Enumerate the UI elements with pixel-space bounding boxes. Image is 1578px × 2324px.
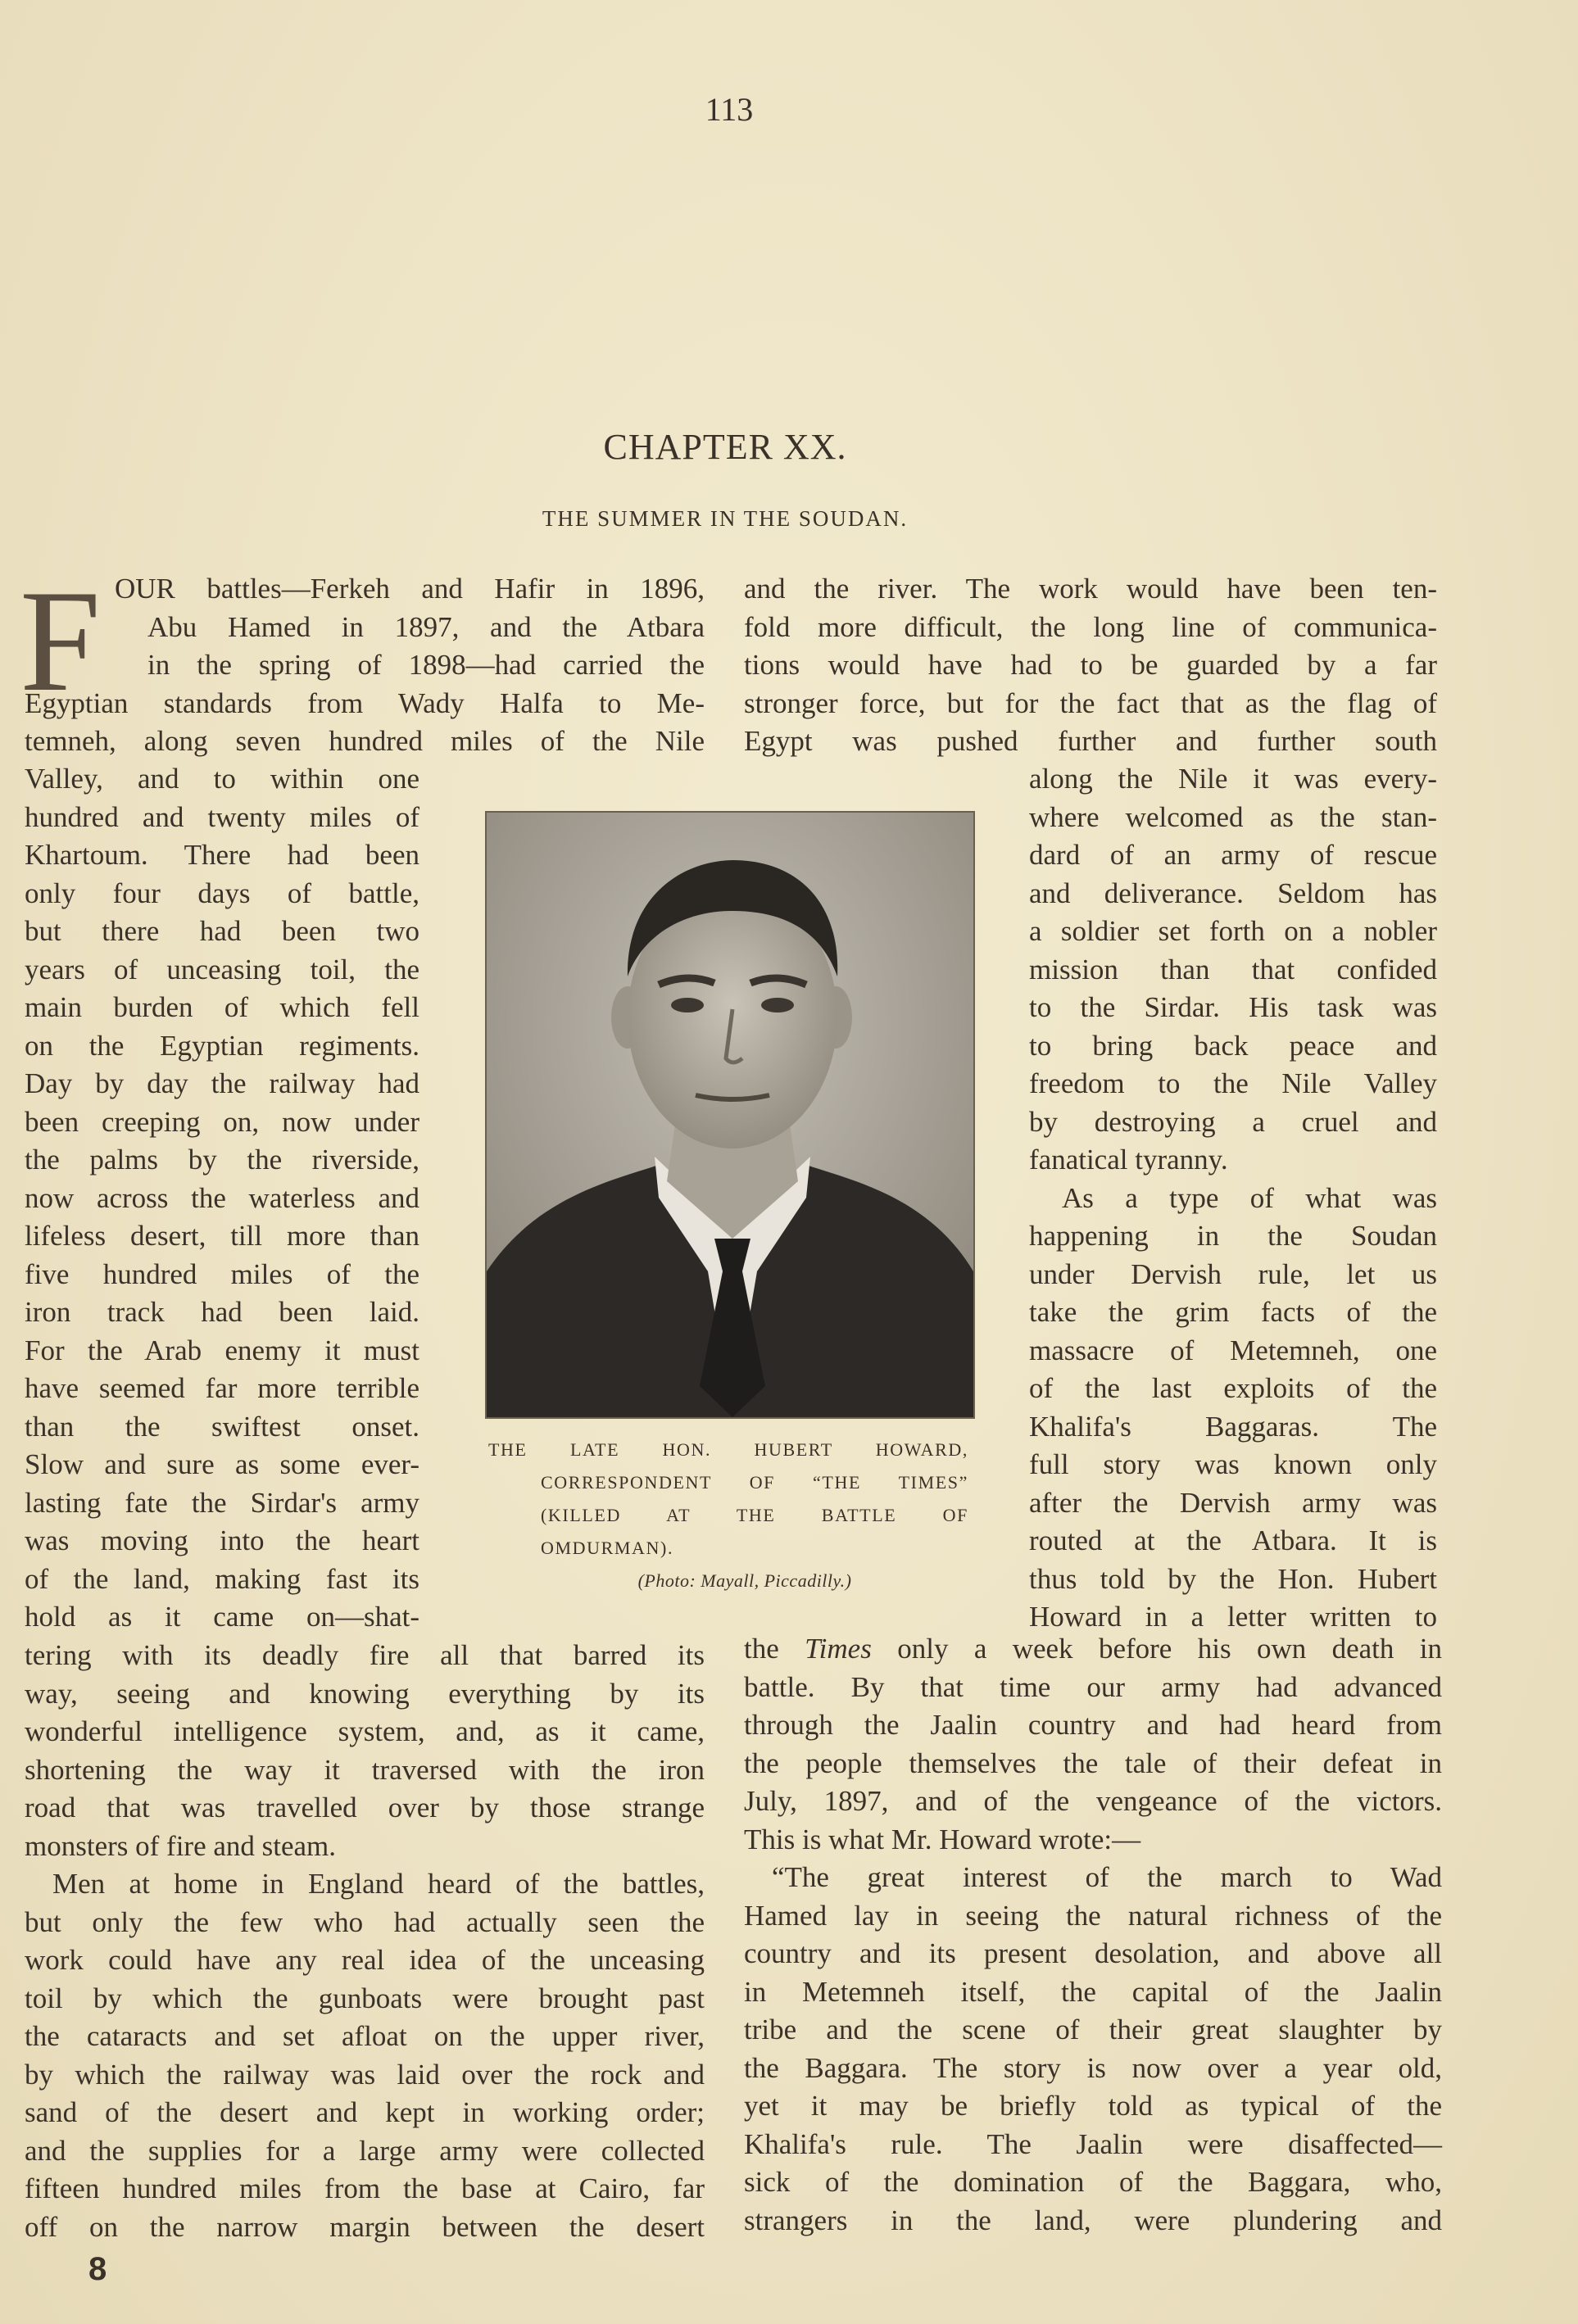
text-line: stronger force, but for the fact that as the flag of xyxy=(744,686,1437,719)
text-line: Abu Hamed in 1897, and the Atbara xyxy=(147,610,705,643)
text-line: This is what Mr. Howard wrote:— xyxy=(744,1823,1141,1855)
text-line: take the grim facts of the xyxy=(1029,1296,1437,1328)
text-line: hundred and twenty miles of xyxy=(25,800,419,833)
text-line: sand of the desert and kept in working order; xyxy=(25,2096,705,2128)
text-line: fold more difficult, the long line of communica- xyxy=(744,610,1437,643)
text-line: Khalifa's Baggaras. The xyxy=(1029,1410,1437,1443)
text-line: was moving into the heart xyxy=(25,1524,419,1556)
text-line: off on the narrow margin between the desert xyxy=(25,2210,705,2243)
text-line: “The great interest of the march to Wad xyxy=(772,1861,1442,1893)
text-line: temneh, along seven hundred miles of the Nile xyxy=(25,725,705,757)
photo-credit: (Photo: Mayall, Piccadilly.) xyxy=(637,1570,852,1591)
text-line: under Dervish rule, let us xyxy=(1029,1257,1437,1290)
text-line: but there had been two xyxy=(25,915,419,947)
chapter-subtitle: THE SUMMER IN THE SOUDAN. xyxy=(542,506,909,531)
text-line: As a type of what was xyxy=(1062,1181,1437,1214)
text-line: happening in the Soudan xyxy=(1029,1220,1437,1252)
text-line: Egypt was pushed further and further south xyxy=(744,725,1437,757)
text-line: work could have any real idea of the unceasing xyxy=(25,1944,705,1976)
text-line: the people themselves the tale of their defeat in xyxy=(744,1746,1442,1779)
caption-line: CORRESPONDENT OF “THE TIMES” xyxy=(541,1472,968,1493)
text-line: where welcomed as the stan- xyxy=(1029,800,1437,833)
text-line: wonderful intelligence system, and, as it came, xyxy=(25,1715,705,1747)
text-line: iron track had been laid. xyxy=(25,1296,419,1328)
right-column-top xyxy=(744,570,1437,761)
text-line: fanatical tyranny. xyxy=(1029,1144,1228,1176)
text-line: tribe and the scene of their great slaughter by xyxy=(744,2014,1442,2045)
text-line: monsters of fire and steam. xyxy=(25,1829,337,1862)
text-line: road that was travelled over by those strange xyxy=(25,1792,705,1823)
left-column-narrow xyxy=(25,760,419,1637)
left-column-bottom xyxy=(25,1637,705,2246)
text-line: lasting fate the Sirdar's army xyxy=(25,1486,419,1519)
text-line: freedom to the Nile Valley xyxy=(1029,1067,1437,1099)
text-line: through the Jaalin country and had heard from xyxy=(744,1709,1442,1741)
caption-line: THE LATE HON. HUBERT HOWARD, xyxy=(488,1439,968,1460)
text-line: Khalifa's rule. The Jaalin were disaffected— xyxy=(744,2127,1442,2160)
text-line: in the spring of 1898—had carried the xyxy=(147,649,705,681)
text-line: thus told by the Hon. Hubert xyxy=(1029,1562,1437,1595)
drop-cap-letter: F xyxy=(20,559,101,722)
text-line: now across the waterless and xyxy=(25,1181,419,1214)
text-line: to bring back peace and xyxy=(1029,1029,1437,1062)
chapter-title: CHAPTER XX. xyxy=(603,427,847,467)
text-line: yet it may be briefly told as typical of the xyxy=(744,2090,1442,2122)
right-column-bottom xyxy=(744,1630,1442,2240)
text-line: Slow and sure as some ever- xyxy=(25,1448,419,1480)
text-line: the Times only a week before his own death in xyxy=(744,1633,1442,1665)
text-line: mission than that confided xyxy=(1029,953,1437,985)
text-line: by destroying a cruel and xyxy=(1029,1105,1437,1138)
text-line: way, seeing and knowing everything by its xyxy=(25,1677,705,1710)
text-line: routed at the Atbara. It is xyxy=(1029,1524,1437,1556)
text-line: in Metemneh itself, the capital of the Jaalin xyxy=(744,1975,1442,2008)
text-line: of the land, making fast its xyxy=(25,1562,419,1595)
left-column-top xyxy=(25,570,705,761)
text-line: the palms by the riverside, xyxy=(25,1144,419,1176)
text-line: fifteen hundred miles from the base at Cairo, far xyxy=(25,2172,705,2204)
text-line: to the Sirdar. His task was xyxy=(1029,991,1437,1023)
text-line: on the Egyptian regiments. xyxy=(25,1029,419,1062)
text-line: and the supplies for a large army were collected xyxy=(25,2134,705,2167)
text-line: July, 1897, and of the vengeance of the victors. xyxy=(744,1785,1442,1817)
signature-mark: 8 xyxy=(88,2251,107,2287)
text-line: tering with its deadly fire all that barred its xyxy=(25,1639,705,1671)
portrait-illustration xyxy=(487,813,973,1417)
text-line: battle. By that time our army had advanced xyxy=(744,1670,1442,1703)
text-line: country and its present desolation, and above all xyxy=(744,1937,1442,1969)
text-line: tions would have had to be guarded by a far xyxy=(744,649,1437,681)
text-line: Day by day the railway had xyxy=(25,1067,419,1099)
text-line: been creeping on, now under xyxy=(25,1105,419,1138)
text-line: by which the railway was laid over the rock and xyxy=(25,2058,705,2091)
caption-line: OMDURMAN). xyxy=(541,1538,674,1558)
text-line: and the river. The work would have been ten- xyxy=(744,573,1437,605)
text-line: main burden of which fell xyxy=(25,991,419,1023)
text-line: the cataracts and set afloat on the upper river, xyxy=(25,2020,705,2052)
caption-line: (KILLED AT THE BATTLE OF xyxy=(541,1505,968,1525)
text-line: Valley, and to within one xyxy=(25,763,419,795)
text-line: Egyptian standards from Wady Halfa to Me- xyxy=(25,686,705,719)
text-line: a soldier set forth on a nobler xyxy=(1029,915,1437,947)
text-line: years of unceasing toil, the xyxy=(25,953,419,985)
text-line: Howard in a letter written to xyxy=(1029,1601,1437,1633)
text-line: lifeless desert, till more than xyxy=(25,1220,419,1252)
text-line: have seemed far more terrible xyxy=(25,1372,419,1404)
text-line: sick of the domination of the Baggara, who, xyxy=(744,2166,1442,2198)
page-number: 113 xyxy=(705,91,754,128)
right-column-narrow xyxy=(1029,760,1437,1637)
text-line: shortening the way it traversed with the iron xyxy=(25,1753,705,1786)
text-line: and deliverance. Seldom has xyxy=(1029,877,1437,909)
text-line: along the Nile it was every- xyxy=(1029,763,1437,795)
text-line: full story was known only xyxy=(1029,1448,1437,1480)
text-line: OUR battles—Ferkeh and Hafir in 1896, xyxy=(115,573,705,605)
text-line: the Baggara. The story is now over a year old, xyxy=(744,2051,1442,2084)
portrait-photo xyxy=(485,811,975,1419)
text-line: five hundred miles of the xyxy=(25,1257,419,1290)
text-line: hold as it came on—shat- xyxy=(25,1601,419,1633)
text-line: of the last exploits of the xyxy=(1029,1372,1437,1404)
text-line: Men at home in England heard of the battles, xyxy=(52,1868,705,1900)
text-line: massacre of Metemneh, one xyxy=(1029,1334,1437,1366)
photo-caption xyxy=(488,1434,968,1597)
text-line: dard of an army of rescue xyxy=(1029,839,1437,871)
text-line: For the Arab enemy it must xyxy=(25,1334,419,1366)
text-line: after the Dervish army was xyxy=(1029,1486,1437,1519)
text-line: Hamed lay in seeing the natural richness of the xyxy=(744,1899,1442,1932)
text-line: but only the few who had actually seen the xyxy=(25,1905,705,1938)
text-line: Khartoum. There had been xyxy=(25,839,419,871)
text-line: than the swiftest onset. xyxy=(25,1410,419,1443)
text-line: strangers in the land, were plundering and xyxy=(744,2204,1442,2236)
text-line: toil by which the gunboats were brought past xyxy=(25,1982,705,2014)
text-line: only four days of battle, xyxy=(25,877,419,909)
